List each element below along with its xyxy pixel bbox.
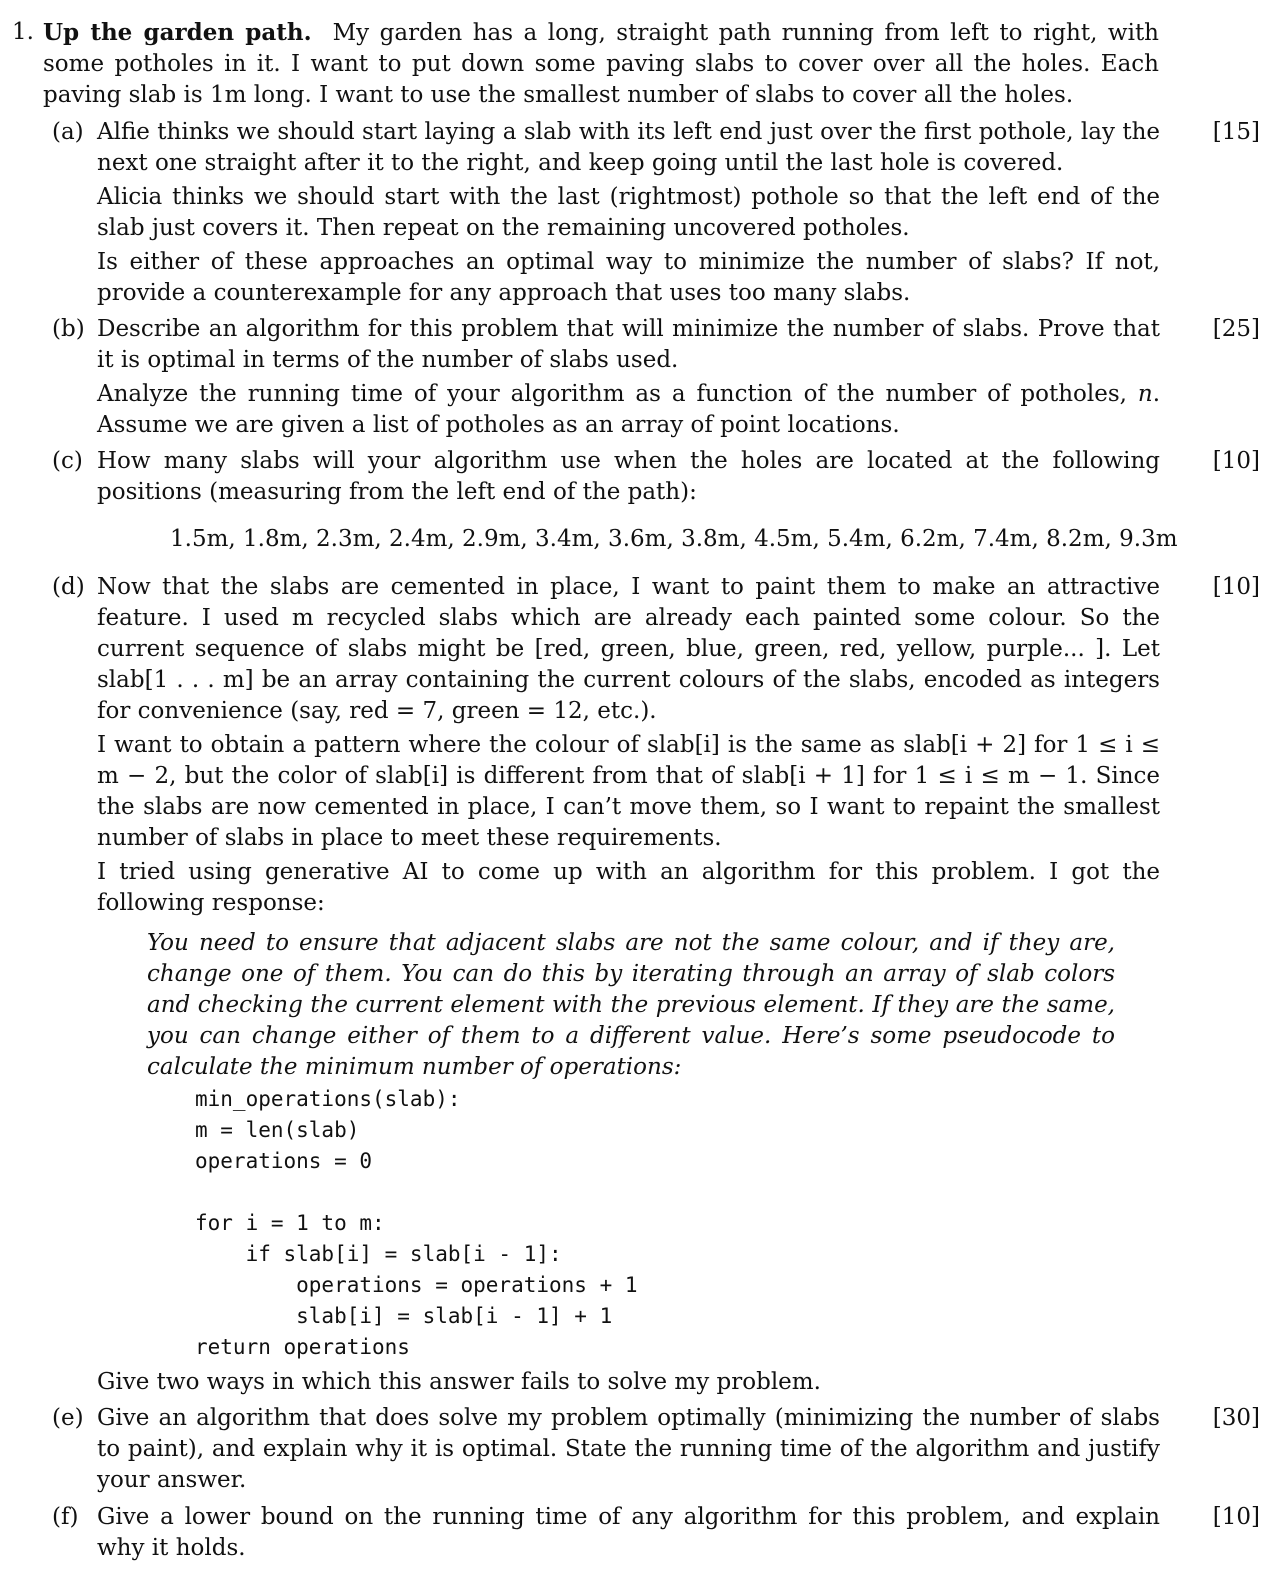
ai-response-quote: You need to ensure that adjacent slabs are not the same colour, and if they are, change one of them. You can do this by iterating through an array of slab colors and checking the current element with the previous element. If they are the same, you can change either of them to a different value. Here’s some pseudocode to calculate the minimum number of operations: (147, 930, 1115, 1080)
question-intro-text: My garden has a long, straight path running from left to right, with some potholes in it. I want to put down some paving slabs to cover over all the holes. Each paving slab is 1m long. I want to use the smallest number of slabs to cover all the holes. (43, 20, 1159, 108)
part-b-p2-end: . Assume we are given a list of potholes as an array of point locations. (97, 381, 1160, 438)
part-d-marks: [10] (1212, 574, 1260, 600)
part-f-marks: [10] (1212, 1504, 1260, 1530)
part-e-label: (e) (52, 1405, 84, 1431)
part-f-body (97, 1502, 1160, 1564)
part-a-label: (a) (52, 119, 84, 145)
pseudocode-block: min_operations(slab): m = len(slab) operations = 0 for i = 1 to m: if slab[i] = slab[i - 1]: operations = operations + 1 slab[i] = slab[i - 1] + 1 return operations (195, 1087, 638, 1359)
part-e-p1: Give an algorithm that does solve my problem optimally (minimizing the number of slabs to paint), and explain why it is optimal. State the running time of the algorithm and justify your answer. (97, 1405, 1160, 1493)
part-c-marks: [10] (1212, 448, 1260, 474)
part-f-label: (f) (52, 1504, 79, 1530)
part-e-body (97, 1403, 1160, 1496)
pothole-positions: 1.5m, 1.8m, 2.3m, 2.4m, 2.9m, 3.4m, 3.6m, 3.8m, 4.5m, 5.4m, 6.2m, 7.4m, 8.2m, 9.3m (170, 526, 1178, 552)
question-title: Up the garden path. (43, 19, 312, 46)
part-d-p3: I tried using generative AI to come up with an algorithm for this problem. I got the following response: (97, 859, 1160, 916)
part-f-p1: Give a lower bound on the running time of any algorithm for this problem, and explain why it holds. (97, 1504, 1160, 1561)
part-d-body (97, 572, 1160, 919)
part-b-p2 (97, 379, 1160, 441)
part-d-p1: Now that the slabs are cemented in place, I want to paint them to make an attractive feature. I used m recycled slabs which are already each painted some colour. So the current sequence of slabs might be [red, green, blue, green, red, yellow, purple... ]. Let slab[1 . . . m] be an array containing the current colours of the slabs, encoded as integers for convenience (say, red = 7, green = 12, etc.). (97, 574, 1160, 724)
part-a-p1: Alfie thinks we should start laying a slab with its left end just over the first pothole, lay the next one straight after it to the right, and keep going until the last hole is covered. (97, 119, 1160, 176)
part-c-label: (c) (52, 448, 83, 474)
part-a-p3: Is either of these approaches an optimal way to minimize the number of slabs? If not, provide a counterexample for any approach that uses too many slabs. (97, 249, 1160, 306)
part-a-p2: Alicia thinks we should start with the last (rightmost) pothole so that the left end of the slab just covers it. Then repeat on the remaining uncovered potholes. (97, 184, 1160, 241)
part-b-p2-start: Analyze the running time of your algorithm as a function of the number of potholes, (97, 381, 1138, 407)
part-b-marks: [25] (1212, 316, 1260, 342)
part-c-p1: How many slabs will your algorithm use when the holes are located at the following positions (measuring from the left end of the path): (97, 448, 1160, 505)
part-b-label: (b) (52, 316, 85, 342)
part-d-p2: I want to obtain a pattern where the colour of slab[i] is the same as slab[i + 2] for 1 ≤ i ≤ m − 2, but the color of slab[i] is different from that of slab[i + 1] for 1 ≤ i ≤ m − 1. Since the slabs are now cemented in place, I can’t move them, so I want to repaint the smallest number of slabs in place to meet these requirements. (97, 732, 1160, 851)
part-b-variable-n: n (1137, 381, 1153, 407)
part-a-body (97, 117, 1160, 309)
part-c-body (97, 446, 1160, 508)
part-b-body (97, 314, 1160, 441)
part-b-p1: Describe an algorithm for this problem that will minimize the number of slabs. Prove that it is optimal in terms of the number of slabs used. (97, 316, 1160, 373)
part-d-label: (d) (52, 574, 85, 600)
part-d-p4: Give two ways in which this answer fails to solve my problem. (97, 1369, 821, 1395)
part-a-marks: [15] (1212, 119, 1260, 145)
part-e-marks: [30] (1212, 1405, 1260, 1431)
question-intro (43, 17, 1159, 111)
question-number: 1. (12, 19, 34, 45)
